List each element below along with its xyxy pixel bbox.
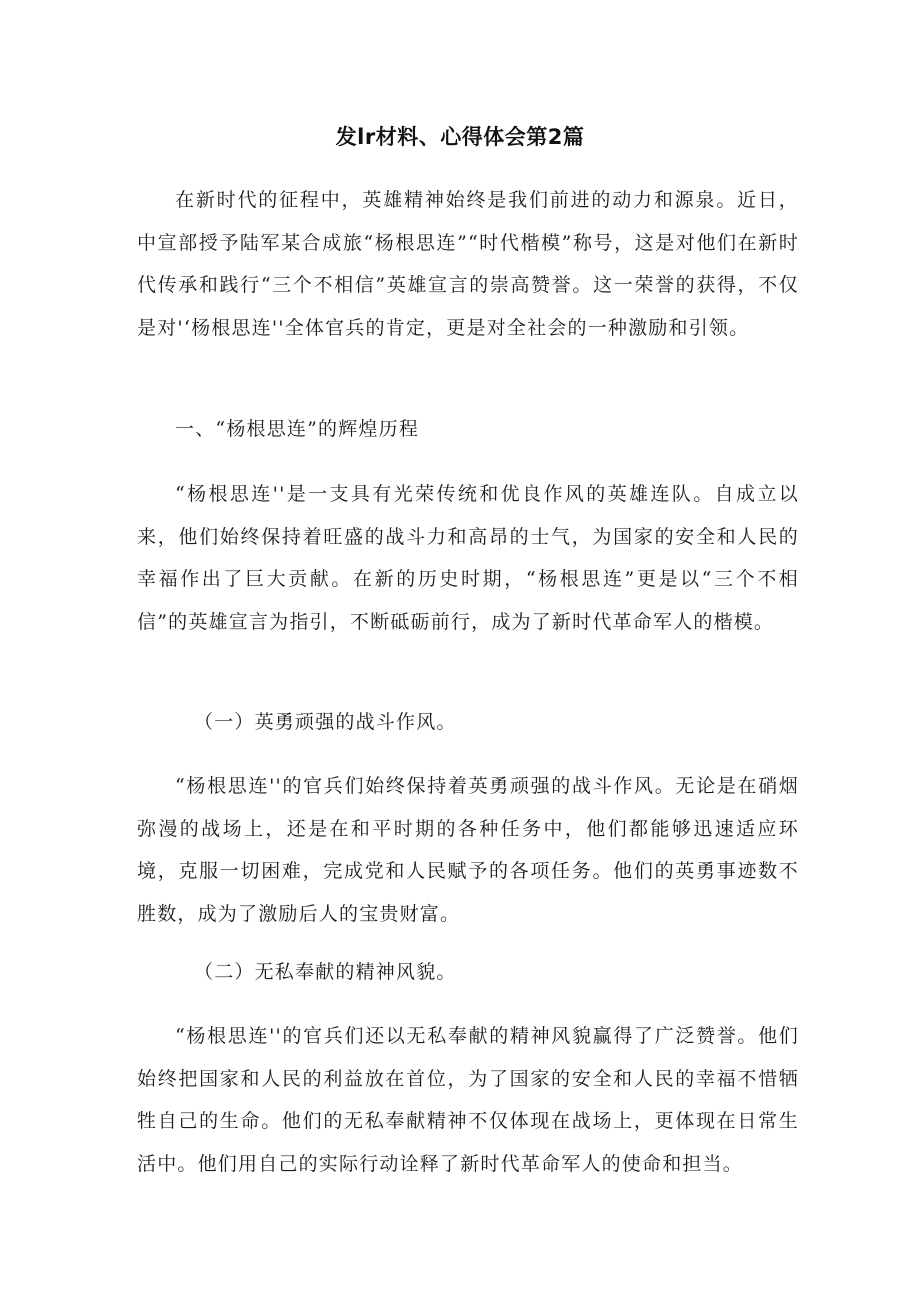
intro-paragraph: 在新时代的征程中，英雄精神始终是我们前进的动力和源泉。近日，中宣部授予陆军某合成旅“杨根思连”“时代楷模”称号，这是对他们在新时代传承和践行“三个不相信”英雄宣言的崇高赞誉。这一荣誉的获得，不仅是对'‘杨根思连''全体官兵的肯定，更是对全社会的一种激励和引领。 [137,189,799,339]
section-paragraph-1: “杨根思连''是一支具有光荣传统和优良作风的英雄连队。自成立以来，他们始终保持着旺盛的战斗力和高昂的士气，为国家的安全和人民的幸福作出了巨大贡献。在新的历史时期，“杨根思连”更是以“三个不相信”的英雄宣言为指引，不断砥砺前行，成为了新时代革命军人的楷模。 [137,483,799,633]
subsection-heading-1: （一）英勇顽强的战斗作风。 [194,711,457,733]
subsection-paragraph-1: “杨根思连''的官兵们始终保持着英勇顽强的战斗作风。无论是在硝烟弥漫的战场上，还是在和平时期的各种任务中，他们都能够迅速适应环境，克服一切困难，完成党和人民赋予的各项任务。他们的英勇事迹数不胜数，成为了激励后人的宝贵财富。 [137,775,799,925]
subsection-paragraph-2: “杨根思连''的官兵们还以无私奉献的精神风貌赢得了广泛赞誉。他们始终把国家和人民的利益放在首位，为了国家的安全和人民的幸福不惜牺牲自己的生命。他们的无私奉献精神不仅体现在战场上，更体现在日常生活中。他们用自己的实际行动诠释了新时代革命军人的使命和担当。 [137,1025,799,1175]
document-title: 发lr材料、心得体会第2篇 [335,125,585,149]
section-heading-1: 一、“杨根思连”的辉煌历程 [175,418,420,440]
subsection-heading-2: （二）无私奉献的精神风貌。 [194,961,457,983]
